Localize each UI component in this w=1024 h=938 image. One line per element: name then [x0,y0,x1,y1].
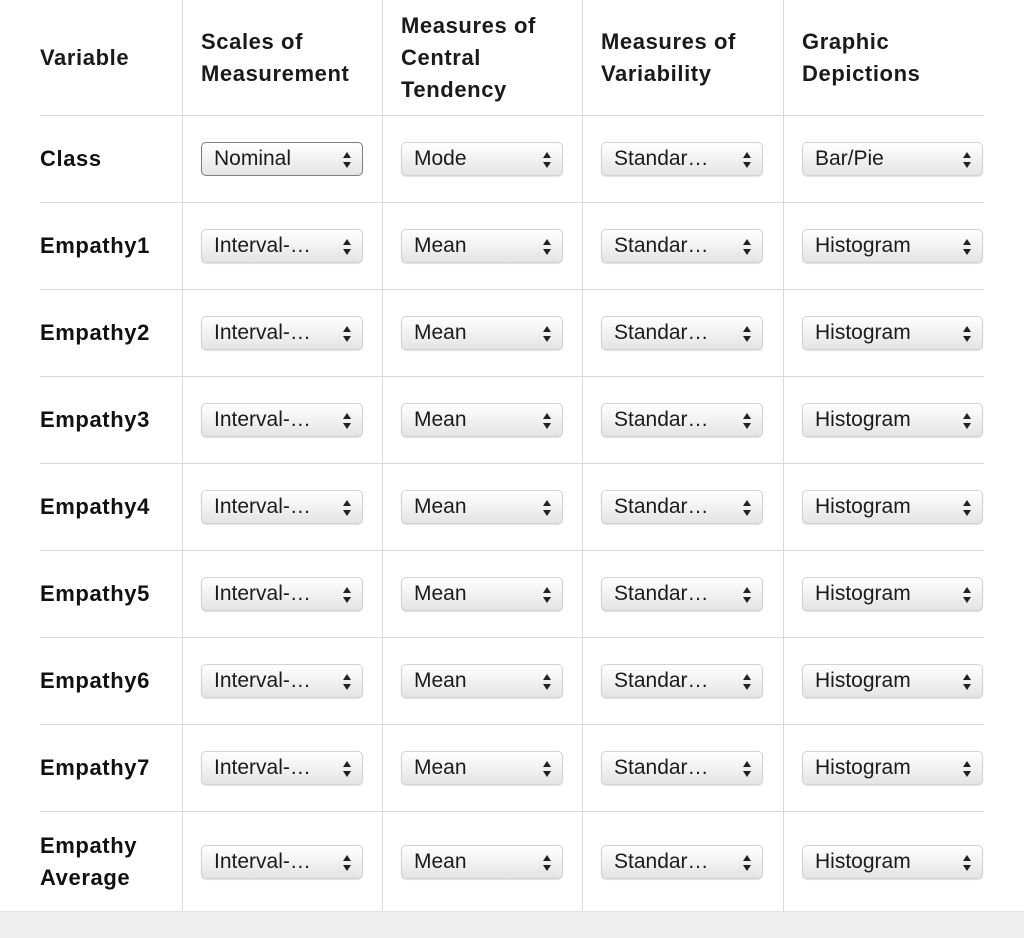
select-value: Standar… [614,234,709,257]
scale-select[interactable] [201,751,363,785]
table-row [40,377,984,464]
variability-select[interactable] [601,403,763,437]
select-value: Mean [414,321,467,344]
up-down-chevron-icon [542,853,552,873]
variable-cell [40,116,182,202]
header-variable: Variable [40,44,130,70]
up-down-chevron-icon [542,759,552,779]
graphic-select[interactable] [802,490,983,524]
select-value: Interval-… [214,408,311,431]
select-value: Histogram [815,582,911,605]
central-tendency-cell [382,203,583,289]
graphic-select[interactable] [802,316,983,350]
central-tendency-select[interactable] [401,229,563,263]
graphic-cell [783,203,985,289]
up-down-chevron-icon [962,759,972,779]
graphic-select[interactable] [802,142,983,176]
variable-cell [40,464,182,550]
variability-cell [582,116,783,202]
up-down-chevron-icon [742,498,752,518]
up-down-chevron-icon [342,585,352,605]
up-down-chevron-icon [962,411,972,431]
select-value: Interval-… [214,669,311,692]
up-down-chevron-icon [342,853,352,873]
graphic-cell [783,464,985,550]
up-down-chevron-icon [962,498,972,518]
select-value: Histogram [815,495,911,518]
scale-select[interactable] [201,577,363,611]
variable-cell [40,377,182,463]
variable-cell [40,638,182,724]
measurement-table [40,0,984,912]
header-cell-scales [182,0,383,115]
header-cell-variable [40,0,182,115]
select-value: Mean [414,234,467,257]
select-value: Interval-… [214,234,311,257]
select-value: Histogram [815,850,911,873]
up-down-chevron-icon [342,150,352,170]
central-tendency-cell [382,725,583,811]
up-down-chevron-icon [542,672,552,692]
graphic-cell [783,116,985,202]
variability-cell [582,464,783,550]
up-down-chevron-icon [742,324,752,344]
up-down-chevron-icon [542,324,552,344]
table-body [40,116,984,912]
up-down-chevron-icon [342,411,352,431]
bottom-bar [0,911,1024,938]
select-value: Interval-… [214,850,311,873]
central-tendency-cell [382,377,583,463]
variable-label: Empathy1 [40,233,150,258]
table-row [40,203,984,290]
up-down-chevron-icon [742,585,752,605]
graphic-select[interactable] [802,664,983,698]
variable-cell [40,551,182,637]
graphic-cell [783,812,985,912]
variability-cell [582,377,783,463]
central-tendency-cell [382,116,583,202]
up-down-chevron-icon [342,237,352,257]
up-down-chevron-icon [542,150,552,170]
variable-label: Empathy3 [40,407,150,432]
central-tendency-select[interactable] [401,845,563,879]
up-down-chevron-icon [962,150,972,170]
header-cell-graphic [783,0,985,115]
up-down-chevron-icon [742,150,752,170]
variable-cell [40,725,182,811]
select-value: Histogram [815,234,911,257]
scale-cell [182,464,383,550]
variability-select[interactable] [601,316,763,350]
variability-cell [582,203,783,289]
select-value: Standar… [614,321,709,344]
select-value: Mean [414,495,467,518]
variability-select[interactable] [601,577,763,611]
variable-label: Empathy7 [40,755,150,780]
up-down-chevron-icon [962,585,972,605]
up-down-chevron-icon [342,672,352,692]
variable-cell [40,203,182,289]
variability-select[interactable] [601,142,763,176]
scale-select[interactable] [201,316,363,350]
central-tendency-cell [382,812,583,912]
up-down-chevron-icon [542,237,552,257]
scale-cell [182,116,383,202]
scale-cell [182,812,383,912]
up-down-chevron-icon [542,498,552,518]
select-value: Histogram [815,321,911,344]
table-row [40,290,984,377]
up-down-chevron-icon [962,237,972,257]
table-row [40,551,984,638]
variability-cell [582,725,783,811]
table-row [40,464,984,551]
select-value: Mean [414,850,467,873]
header-graphic-depictions: Graphic Depictions [802,28,921,86]
up-down-chevron-icon [342,324,352,344]
header-cell-variability [582,0,783,115]
variability-select[interactable] [601,229,763,263]
table-row [40,812,984,912]
table-header-row [40,0,984,116]
central-tendency-select[interactable] [401,490,563,524]
select-value: Standar… [614,495,709,518]
graphic-cell [783,377,985,463]
variable-label: Empathy6 [40,668,150,693]
up-down-chevron-icon [962,324,972,344]
graphic-select[interactable] [802,751,983,785]
variable-label: Empathy Average [40,833,138,890]
scale-select[interactable] [201,845,363,879]
scale-select[interactable] [201,142,363,176]
select-value: Histogram [815,756,911,779]
central-tendency-select[interactable] [401,316,563,350]
central-tendency-select[interactable] [401,664,563,698]
scale-select[interactable] [201,490,363,524]
select-value: Mean [414,669,467,692]
variability-cell [582,290,783,376]
graphic-cell [783,551,985,637]
scale-cell [182,551,383,637]
up-down-chevron-icon [742,759,752,779]
table-row [40,116,984,203]
up-down-chevron-icon [542,411,552,431]
central-tendency-select[interactable] [401,751,563,785]
variable-label: Class [40,146,102,171]
select-value: Interval-… [214,495,311,518]
graphic-cell [783,290,985,376]
header-scales: Scales of Measurement [201,28,350,86]
scale-cell [182,203,383,289]
variable-label: Empathy2 [40,320,150,345]
select-value: Mean [414,756,467,779]
variability-select[interactable] [601,490,763,524]
select-value: Standar… [614,756,709,779]
variability-select[interactable] [601,751,763,785]
select-value: Standar… [614,147,709,170]
graphic-cell [783,725,985,811]
central-tendency-select[interactable] [401,142,563,176]
scale-select[interactable] [201,229,363,263]
table-row [40,638,984,725]
central-tendency-cell [382,638,583,724]
select-value: Standar… [614,669,709,692]
variability-cell [582,638,783,724]
select-value: Interval-… [214,582,311,605]
graphic-select[interactable] [802,229,983,263]
select-value: Interval-… [214,756,311,779]
select-value: Histogram [815,408,911,431]
select-value: Interval-… [214,321,311,344]
scale-cell [182,725,383,811]
header-variability: Measures of Variability [601,28,736,86]
central-tendency-select[interactable] [401,577,563,611]
scale-select[interactable] [201,664,363,698]
variability-select[interactable] [601,845,763,879]
up-down-chevron-icon [742,853,752,873]
variable-cell [40,812,182,912]
up-down-chevron-icon [962,672,972,692]
variable-label: Empathy4 [40,494,150,519]
up-down-chevron-icon [742,237,752,257]
scale-cell [182,638,383,724]
scale-select[interactable] [201,403,363,437]
select-value: Histogram [815,669,911,692]
scale-cell [182,377,383,463]
table-row [40,725,984,812]
graphic-select[interactable] [802,577,983,611]
up-down-chevron-icon [342,498,352,518]
graphic-cell [783,638,985,724]
select-value: Standar… [614,582,709,605]
central-tendency-cell [382,551,583,637]
up-down-chevron-icon [742,672,752,692]
variability-select[interactable] [601,664,763,698]
select-value: Bar/Pie [815,147,884,170]
central-tendency-select[interactable] [401,403,563,437]
select-value: Nominal [214,147,292,170]
select-value: Standar… [614,408,709,431]
variability-cell [582,551,783,637]
up-down-chevron-icon [542,585,552,605]
header-central-tendency: Measures of Central Tendency [401,12,536,102]
up-down-chevron-icon [962,853,972,873]
variability-cell [582,812,783,912]
variable-label: Empathy5 [40,581,150,606]
select-value: Mean [414,582,467,605]
up-down-chevron-icon [742,411,752,431]
central-tendency-cell [382,464,583,550]
graphic-select[interactable] [802,845,983,879]
variable-cell [40,290,182,376]
select-value: Standar… [614,850,709,873]
graphic-select[interactable] [802,403,983,437]
central-tendency-cell [382,290,583,376]
select-value: Mean [414,408,467,431]
select-value: Mode [414,147,467,170]
scale-cell [182,290,383,376]
up-down-chevron-icon [342,759,352,779]
header-cell-central [382,0,583,115]
